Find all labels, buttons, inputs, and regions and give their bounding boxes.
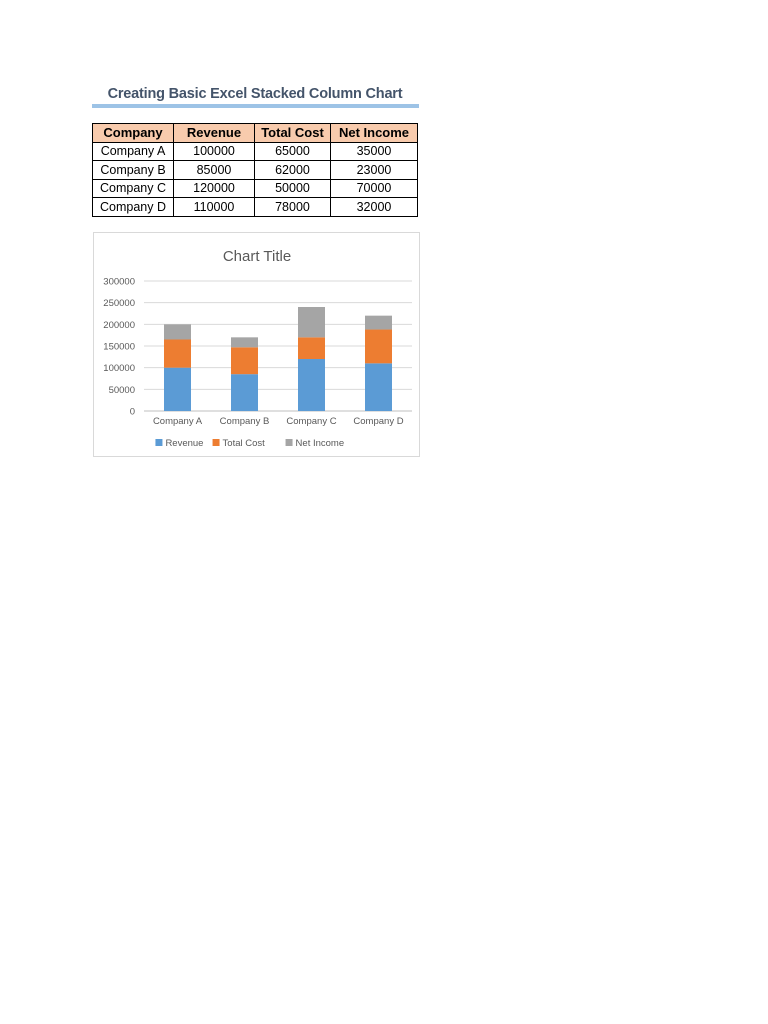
cell-revenue: 120000 [174, 179, 255, 198]
chart-area[interactable] [93, 232, 420, 457]
bar-segment-total-cost [365, 330, 392, 364]
header-company: Company [93, 124, 174, 143]
cell-total-cost: 50000 [255, 179, 331, 198]
y-tick-label: 300000 [103, 276, 135, 288]
table-row [93, 161, 418, 180]
bars [164, 307, 392, 411]
table-row [93, 142, 418, 161]
bar-segment-revenue [231, 374, 258, 411]
x-tick-label: Company A [152, 416, 203, 427]
x-axis-ticks [153, 416, 404, 427]
bar-segment-net-income [231, 337, 258, 347]
table-row [93, 179, 418, 198]
cell-revenue: 85000 [174, 161, 255, 180]
x-tick-label: Company C [286, 416, 337, 427]
header-revenue: Revenue [174, 124, 255, 143]
cell-net-income: 32000 [331, 198, 418, 217]
bar-segment-net-income [164, 324, 191, 339]
cell-company: Company C [93, 179, 174, 198]
y-tick-label: 50000 [108, 384, 135, 396]
bar-segment-total-cost [164, 340, 191, 368]
y-tick-label: 100000 [103, 363, 135, 375]
document-title: Creating Basic Excel Stacked Column Chart [107, 86, 403, 102]
bar-segment-total-cost [231, 347, 258, 374]
bar-segment-revenue [365, 363, 392, 411]
cell-revenue: 100000 [174, 142, 255, 161]
data-table [92, 123, 418, 217]
cell-total-cost: 62000 [255, 161, 331, 180]
legend [155, 438, 344, 449]
title-underline [92, 104, 419, 108]
legend-swatch [213, 439, 220, 446]
legend-label: Net Income [295, 438, 345, 449]
bar-segment-revenue [298, 359, 325, 411]
cell-net-income: 35000 [331, 142, 418, 161]
y-tick-label: 200000 [103, 319, 135, 331]
bar-segment-total-cost [298, 337, 325, 359]
bar-segment-net-income [365, 316, 392, 330]
stacked-column-chart [94, 233, 419, 456]
cell-company: Company B [93, 161, 174, 180]
legend-swatch [155, 439, 162, 446]
bar-segment-revenue [164, 368, 191, 411]
legend-swatch [286, 439, 293, 446]
y-tick-label: 150000 [103, 341, 135, 353]
header-net-income: Net Income [331, 124, 418, 143]
header-total-cost: Total Cost [255, 124, 331, 143]
table-row [93, 198, 418, 217]
legend-label: Total Cost [222, 438, 265, 449]
y-tick-label: 0 [129, 406, 135, 418]
bar-segment-net-income [298, 307, 325, 337]
x-tick-label: Company D [353, 416, 404, 427]
cell-total-cost: 78000 [255, 198, 331, 217]
cell-company: Company A [93, 142, 174, 161]
x-tick-label: Company B [219, 416, 270, 427]
y-tick-label: 250000 [103, 298, 135, 310]
chart-title: Chart Title [222, 248, 292, 265]
cell-company: Company D [93, 198, 174, 217]
table-header-row [93, 124, 418, 143]
cell-revenue: 110000 [174, 198, 255, 217]
cell-total-cost: 65000 [255, 142, 331, 161]
legend-label: Revenue [165, 438, 204, 449]
cell-net-income: 23000 [331, 161, 418, 180]
cell-net-income: 70000 [331, 179, 418, 198]
y-axis-ticks [103, 277, 135, 418]
